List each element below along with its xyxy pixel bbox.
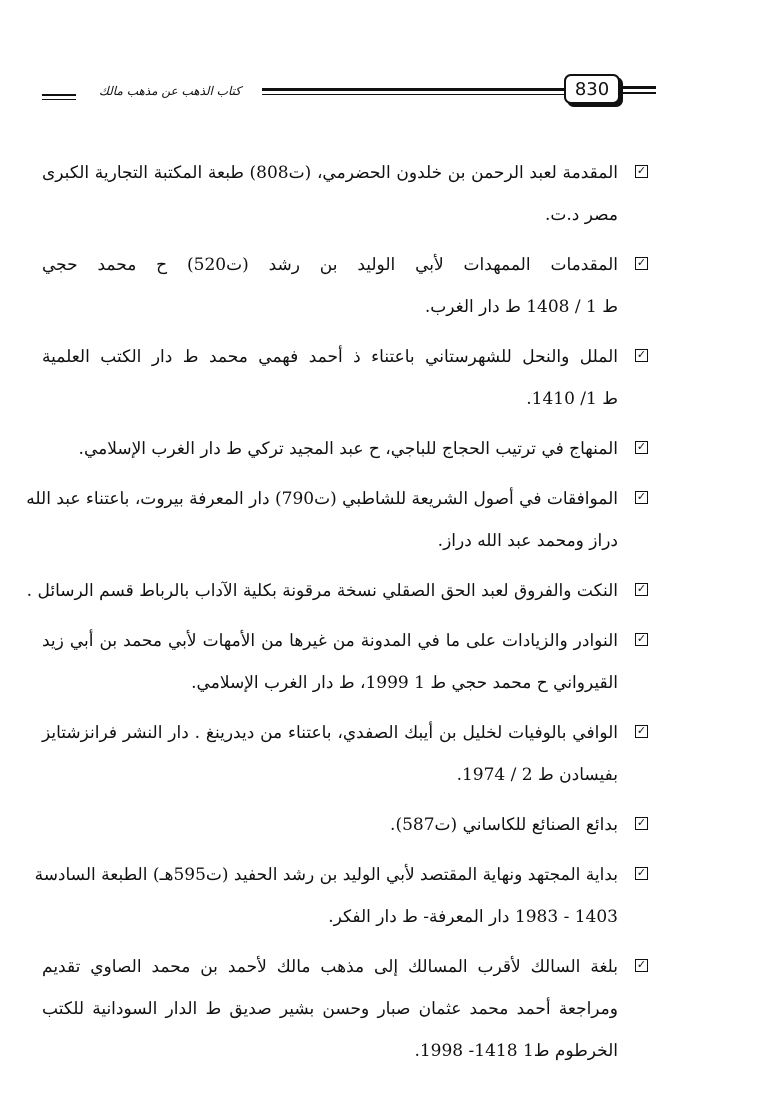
- list-item: [42, 336, 647, 420]
- header-rule-left-top: [42, 94, 76, 96]
- entry-line: بلغة السالك لأقرب المسالك إلى مذهب مالك لأحمد بن محمد الصاوي تقديم: [42, 957, 618, 977]
- entry-line: المنهاج في ترتيب الحجاج للباجي، ح عبد المجيد تركي ط دار الغرب الإسلامي.: [78, 439, 618, 459]
- entry-line: بدائع الصنائع للكاساني (ت587).: [390, 815, 618, 835]
- list-item: [26, 478, 647, 562]
- header-rule-right-top: [620, 86, 656, 89]
- checkbox-icon: ✓: [636, 958, 647, 971]
- checkbox-icon: ✓: [636, 866, 647, 879]
- checkbox-icon: ✓: [636, 582, 647, 595]
- entry-line: النوادر والزيادات على ما في المدونة من غيرها من الأمهات لأبي محمد بن أبي زيد: [42, 631, 618, 651]
- entry-line: الملل والنحل للشهرستاني باعتناء ذ أحمد فهمي محمد ط دار الكتب العلمية: [42, 347, 618, 367]
- list-item: [42, 712, 647, 796]
- list-item: [42, 244, 647, 328]
- checkbox-icon: ✓: [636, 440, 647, 453]
- entry-line: 1403 - 1983 دار المعرفة- ط دار الفكر.: [328, 907, 618, 927]
- list-item: [26, 570, 647, 612]
- checkbox-icon: ✓: [636, 164, 647, 177]
- entry-line: مصر د.ت.: [544, 205, 618, 225]
- checkbox-icon: ✓: [636, 490, 647, 503]
- entry-line: المقدمات الممهدات لأبي الوليد بن رشد (ت520) ح محمد حجي: [42, 255, 618, 275]
- page-header: [0, 0, 760, 130]
- entry-line: المقدمة لعبد الرحمن بن خلدون الحضرمي، (ت808) طبعة المكتبة التجارية الكبرى: [42, 163, 618, 183]
- running-title: كتاب الذهب عن مذهب مالك: [99, 84, 241, 98]
- header-rule-middle-bottom: [262, 94, 564, 95]
- checkbox-icon: ✓: [636, 348, 647, 361]
- list-item: [42, 804, 647, 846]
- entry-line: الخرطوم ط1 1418- 1998.: [414, 1041, 618, 1061]
- entry-line: بداية المجتهد ونهاية المقتصد لأبي الوليد بن رشد الحفيد (ت595هـ) الطبعة السادسة: [34, 865, 618, 885]
- bibliography-list: [26, 152, 647, 1072]
- entry-line: الموافقات في أصول الشريعة للشاطبي (ت790) دار المعرفة بيروت، باعتناء عبد الله: [26, 489, 618, 509]
- entry-line: ومراجعة أحمد محمد عثمان صبار وحسن بشير صديق ط الدار السودانية للكتب: [42, 999, 618, 1019]
- list-item: [42, 428, 647, 470]
- checkbox-icon: ✓: [636, 816, 647, 829]
- entry-line: الوافي بالوفيات لخليل بن أيبك الصفدي، باعتناء من ديدرينغ . دار النشر فرانزشتايز: [42, 723, 618, 743]
- entry-line: دراز ومحمد عبد الله دراز.: [437, 531, 618, 551]
- list-item: [42, 620, 647, 704]
- checkbox-icon: ✓: [636, 632, 647, 645]
- page-number: 830: [564, 74, 620, 104]
- entry-line: بفيسادن ط 2 / 1974.: [456, 765, 618, 785]
- checkbox-icon: ✓: [636, 724, 647, 737]
- header-rule-middle-top: [262, 88, 564, 91]
- entry-line: القيرواني ح محمد حجي ط 1 1999، ط دار الغرب الإسلامي.: [191, 673, 618, 693]
- entry-line: النكت والفروق لعبد الحق الصقلي نسخة مرقونة بكلية الآداب بالرباط قسم الرسائل .: [26, 581, 618, 601]
- list-item: [42, 152, 647, 236]
- header-rule-left-bottom: [42, 99, 76, 100]
- list-item: [42, 946, 647, 1072]
- checkbox-icon: ✓: [636, 256, 647, 269]
- entry-line: ط 1/ 1410.: [526, 389, 618, 409]
- header-rule-right-bottom: [620, 92, 656, 94]
- entry-line: ط 1 / 1408 ط دار الغرب.: [424, 297, 618, 317]
- list-item: [34, 854, 647, 938]
